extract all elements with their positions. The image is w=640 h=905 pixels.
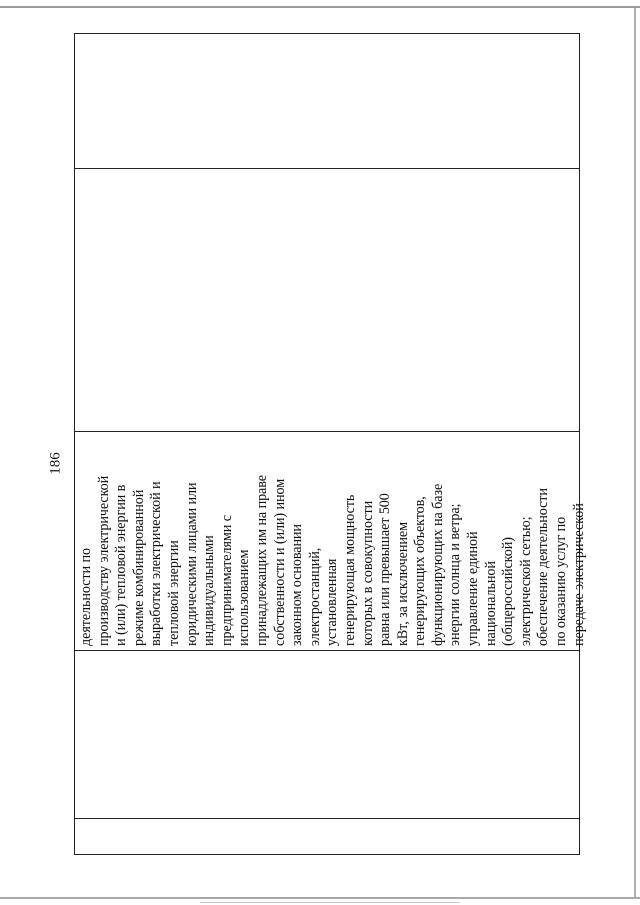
cell-text-block bbox=[76, 431, 587, 650]
cell-text-line: по оказанию услуг по bbox=[553, 516, 570, 646]
table-row-divider bbox=[74, 650, 580, 651]
cell-text-line: законном основании bbox=[289, 524, 306, 646]
cell-text-line: собственности и (или) ином bbox=[271, 478, 288, 646]
cell-text-line: тепловой энергии bbox=[165, 540, 182, 646]
table-row-divider bbox=[74, 818, 580, 819]
cell-text-line: передаче электрической bbox=[570, 503, 587, 646]
cell-text-line: электростанций, bbox=[306, 547, 323, 646]
cell-text-line: использованием bbox=[236, 549, 253, 646]
cell-text-line: которых в совокупности bbox=[359, 500, 376, 646]
cell-text-line: генерирующая мощность bbox=[341, 494, 358, 646]
cell-text-line: и (или) тепловой энергии в bbox=[113, 484, 130, 646]
cell-text-line: режиме комбинированной bbox=[130, 489, 147, 646]
cell-text-line: установленная bbox=[324, 558, 341, 646]
cell-text-line: принадлежащих им на праве bbox=[253, 475, 270, 646]
cell-text-line: производству электрической bbox=[95, 475, 112, 646]
page-number: 186 bbox=[47, 452, 64, 475]
cell-text-line: деятельности по bbox=[78, 548, 94, 646]
cell-text-line: генерирующих объектов, bbox=[412, 496, 429, 646]
cell-text-line: предпринимателями с bbox=[218, 515, 235, 646]
cell-text-line: выработки электрической и bbox=[148, 481, 165, 646]
cell-text-line: юридическими лицами или bbox=[183, 482, 200, 646]
scan-edge-right bbox=[634, 8, 636, 898]
cell-text-line: национальной bbox=[482, 561, 499, 646]
cell-text-line: (общероссийской) bbox=[500, 537, 517, 646]
cell-text-line: кВт, за исключением bbox=[394, 522, 411, 646]
cell-text-line: энергии солнца и ветра; bbox=[447, 503, 464, 646]
cell-text-line: функционирующих на базе bbox=[429, 483, 446, 646]
cell-text-line: обеспечение деятельности bbox=[535, 488, 552, 646]
cell-text-line: равна или превышает 500 bbox=[377, 493, 394, 646]
scan-edge-bottom-mark bbox=[200, 902, 460, 903]
cell-text-line: электрической сетью; bbox=[517, 516, 534, 646]
cell-text-line: управление единой bbox=[465, 531, 482, 646]
scan-edge-bottom bbox=[0, 897, 640, 899]
cell-text-line: индивидуальными bbox=[201, 535, 218, 646]
scan-edge-top bbox=[0, 6, 640, 8]
table-row-divider bbox=[74, 168, 580, 169]
table-cell-description bbox=[76, 431, 587, 650]
